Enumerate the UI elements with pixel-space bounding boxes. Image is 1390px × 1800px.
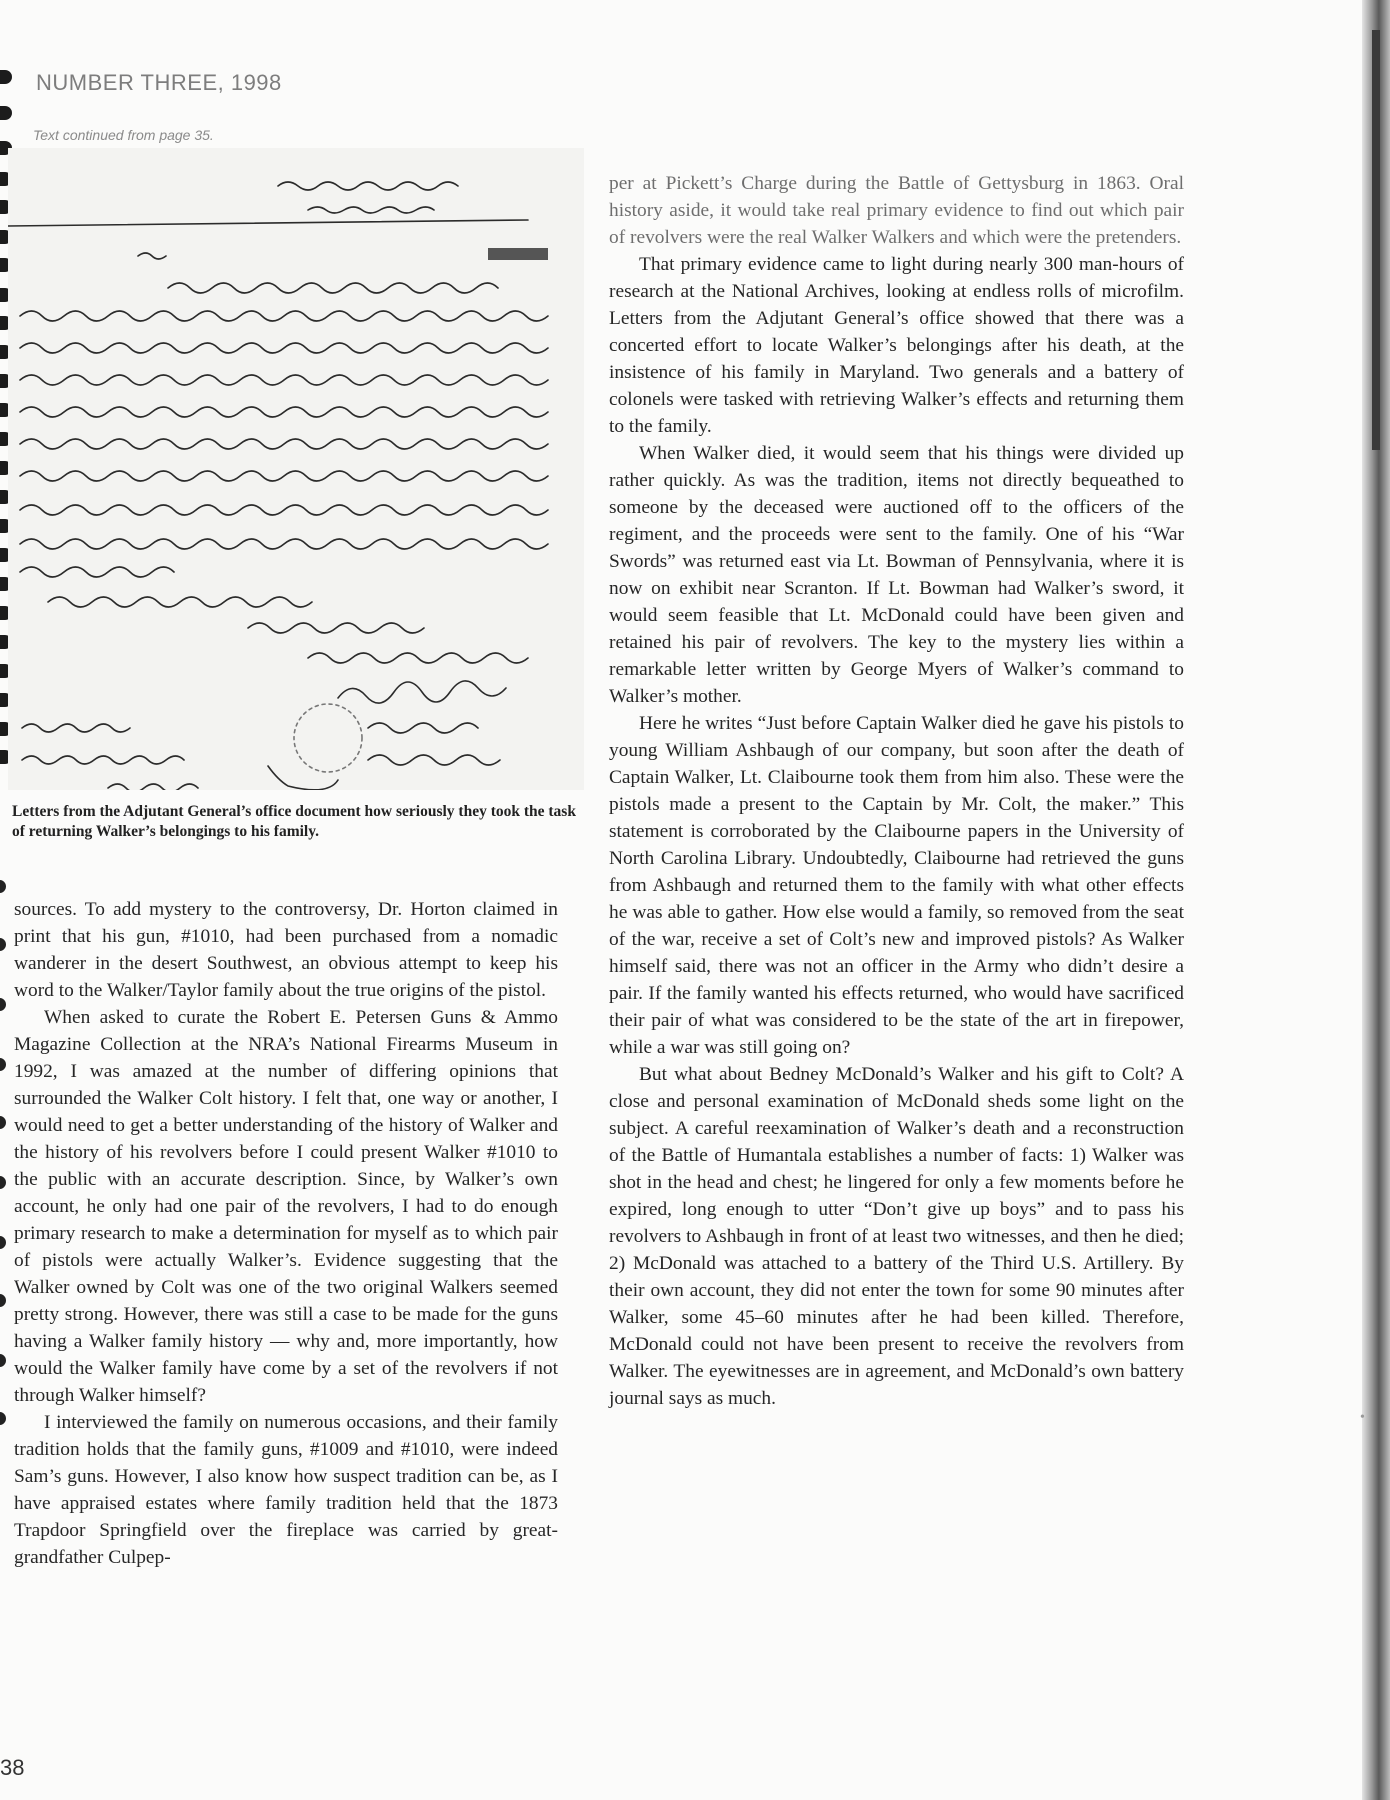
page-edge-shadow (1362, 0, 1390, 1800)
left-column (14, 896, 558, 1571)
right-column (609, 170, 1184, 1412)
left-paragraph-1: sources. To add mystery to the controversy, Dr. Horton claimed in print that his gun, #1010, had been purchased from a nomadic wanderer in the desert Southwest, an obvious attempt to keep his word to the Walker/Taylor family about the true origins of the pistol. (14, 899, 558, 1001)
right-paragraph-1: per at Pickett’s Charge during the Battle of Gettysburg in 1863. Oral history aside, it would take real primary evidence to find out which pair of revolvers were the real Walker Walkers and which were the pretenders. (609, 173, 1184, 248)
figure-caption: Letters from the Adjutant General’s office document how seriously they took the task of returning Walker’s belongings to his family. (12, 803, 576, 840)
left-paragraph-3: I interviewed the family on numerous occasions, and their family tradition holds that the family guns, #1009 and #1010, were indeed Sam’s guns. However, I also know how suspect tradition can be, as I have appraised estates where family tradition held that the 1873 Trapdoor Springfield over the fireplace was carried by great-grandfather Culpep- (14, 1412, 558, 1568)
speck-mark: • (1360, 1410, 1365, 1425)
right-paragraph-5: But what about Bedney McDonald’s Walker and his gift to Colt? A close and personal examination of McDonald sheds some light on the subject. A careful reexamination of Walker’s death and a reconstruction of the Battle of Humantala establishes a number of facts: 1) Walker was shot in the head and chest; he lingered for only a few moments before he expired, long enough to utter “Don’t give up boys” and to pass his revolvers to Ashbaugh in front of at least two witnesses, and then he died; 2) McDonald was attached to a battery of the Third U.S. Artillery. By their own account, they did not enter the town for some 90 minutes after Walker, some 45–60 minutes after he had been killed. Therefore, McDonald could not have been present to receive the revolvers from Walker. The eyewitnesses are in agreement, and McDonald’s own battery journal says as much. (609, 1064, 1184, 1409)
issue-header: NUMBER THREE, 1998 (36, 70, 282, 95)
right-paragraph-2: That primary evidence came to light during nearly 300 man-hours of research at the National Archives, looking at endless rolls of microfilm. Letters from the Adjutant General’s office showed that there was a concerted effort to locate Walker’s belongings after his death, at the insistence of his family in Maryland. Two generals and a battery of colonels were tasked with retrieving Walker’s effects and returning them to the family. (609, 254, 1184, 437)
continued-note: Text continued from page 35. (33, 127, 214, 143)
page-number: 38 (0, 1755, 25, 1780)
right-paragraph-3: When Walker died, it would seem that his things were divided up rather quickly. As was the tradition, items not directly bequeathed to someone by the deceased were auctioned off to the officers of the regiment, and the proceeds were sent to the family. One of his “War Swords” was returned east via Lt. Bowman of Pennsylvania, where it is now on exhibit near Scranton. If Lt. Bowman had Walker’s sword, it would seem feasible that Lt. McDonald could have been given and retained his pair of revolvers. The key to the mystery lies within a remarkable letter written by George Myers of Walker’s command to Walker’s mother. (609, 443, 1184, 707)
left-paragraph-2: When asked to curate the Robert E. Petersen Guns & Ammo Magazine Collection at the NRA’s National Firearms Museum in 1992, I was amazed at the number of differing opinions that surrounded the Walker Colt history. I felt that, one way or another, I would need to get a better understanding of the history of Walker and the history of his revolvers before I could present Walker #1010 to the public with an accurate description. Since, by Walker’s own account, he only had one pair of the revolvers, I had to do enough primary research to make a determination for myself as to which pair of pistols were actually Walker’s. Evidence suggesting that the Walker owned by Colt was one of the two original Walkers seemed pretty strong. However, there was still a case to be made for the guns having a Walker family history — why and, more importantly, how would the Walker family have come by a set of the revolvers if not through Walker himself? (14, 1007, 558, 1406)
handwritten-letter-image (8, 148, 584, 790)
spiral-binding-lower (0, 880, 10, 1580)
right-paragraph-4: Here he writes “Just before Captain Walker died he gave his pistols to young William Ashbaugh of our company, but soon after the death of Captain Walker, Lt. Claibourne took them from him also. These were the pistols made a present to the Captain by Mr. Colt, the maker.” This statement is corroborated by the Claibourne papers in the University of North Carolina Library. Undoubtedly, Claibourne had retrieved the guns from Ashbaugh and returned them to the family with what other effects he was able to gather. How else would a family, so removed from the seat of the war, receive a set of Colt’s new and improved pistols? As Walker himself said, there was not an officer in the Army who didn’t desire a pair. If the family wanted his effects returned, who would have sacrificed their pair of what was considered to be the state of the art in firepower, while a war was still going on? (609, 713, 1184, 1058)
